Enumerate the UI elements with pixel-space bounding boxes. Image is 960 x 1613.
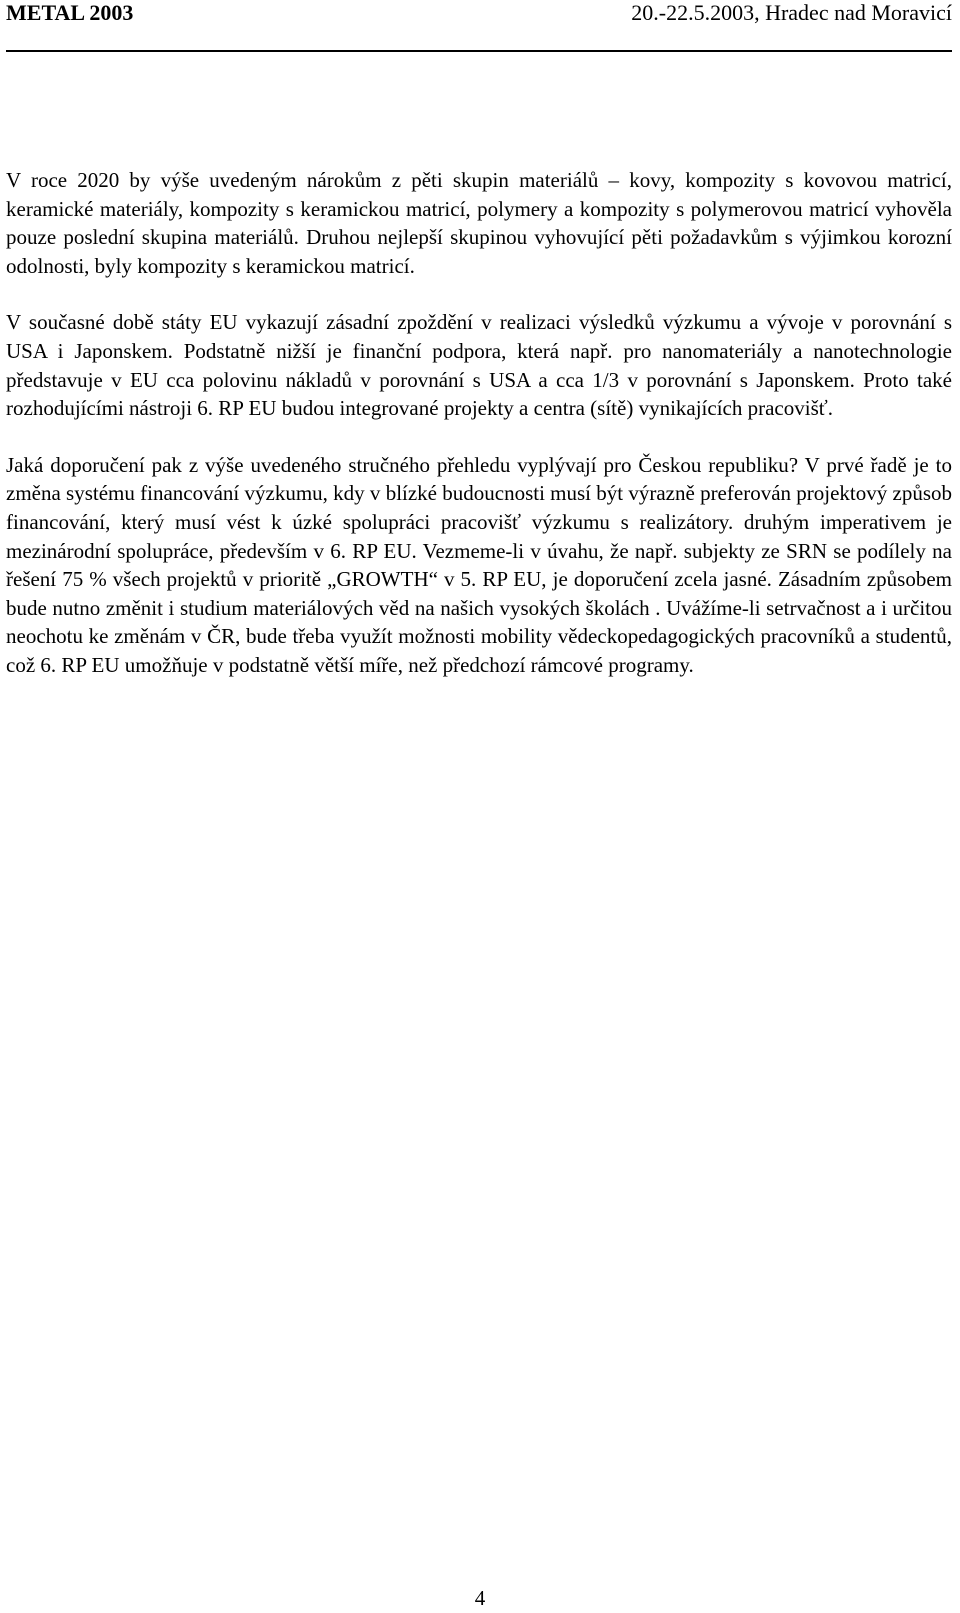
conference-title: METAL 2003	[6, 0, 134, 25]
page-number: 4	[474, 1586, 486, 1610]
paragraph-materials-2020: V roce 2020 by výše uvedeným nárokům z pěti skupin materiálů – kovy, kompozity s kovovou matricí, keramické materiály, kompozity s keramickou matricí, polymery a kompozity s polymerovou matricí vyhověla pouze poslední skupina materiálů. Druhou nejlepší skupinou vyhovující pěti požadavkům s výjimkou korozní odolnosti, byly kompozity s keramickou matricí.	[6, 168, 952, 278]
paragraph-eu-delay: V současné době státy EU vykazují zásadní zpoždění v realizaci výsledků výzkumu a vývoje v porovnání s USA i Japonskem. Podstatně nižší je finanční podpora, která např. pro nanomateriály a nanotechnologie představuje v EU cca polovinu nákladů v porovnání s USA a cca 1/3 v porovnání s Japonskem. Proto také rozhodujícími nástroji 6. RP EU budou integrované projekty a centra (sítě) vynikajících pracovišť.	[6, 310, 952, 421]
paragraph-recommendations: Jaká doporučení pak z výše uvedeného stručného přehledu vyplývají pro Českou republiku? V prvé řadě je to změna systému financování výzkumu, kdy v blízké budoucnosti musí být výrazně preferován projektový způsob financování, který musí vést k úzké spolupráci pracovišť výzkumu s realizátory. druhým imperativem je mezinárodní spolupráce, především v 6. RP EU. Vezmeme-li v úvahu, že např. subjekty ze SRN se podílely na řešení 75 % všech projektů v prioritě „GROWTH“ v 5. RP EU, je doporučení zcela jasné. Zásadním způsobem bude nutno změnit i studium materiálových věd na našich vysokých školách . Uvážíme-li setrvačnost a i určitou neochotu ke změnám v ČR, bude třeba využít možnosti mobility vědeckopedagogických pracovníků a studentů, což 6. RP EU umožňuje v podstatně větší míře, než předchozí rámcové programy.	[6, 452, 952, 677]
document-body	[6, 166, 952, 708]
conference-date-location: 20.-22.5.2003, Hradec nad Moravicí	[631, 0, 952, 25]
page-header	[6, 0, 952, 52]
